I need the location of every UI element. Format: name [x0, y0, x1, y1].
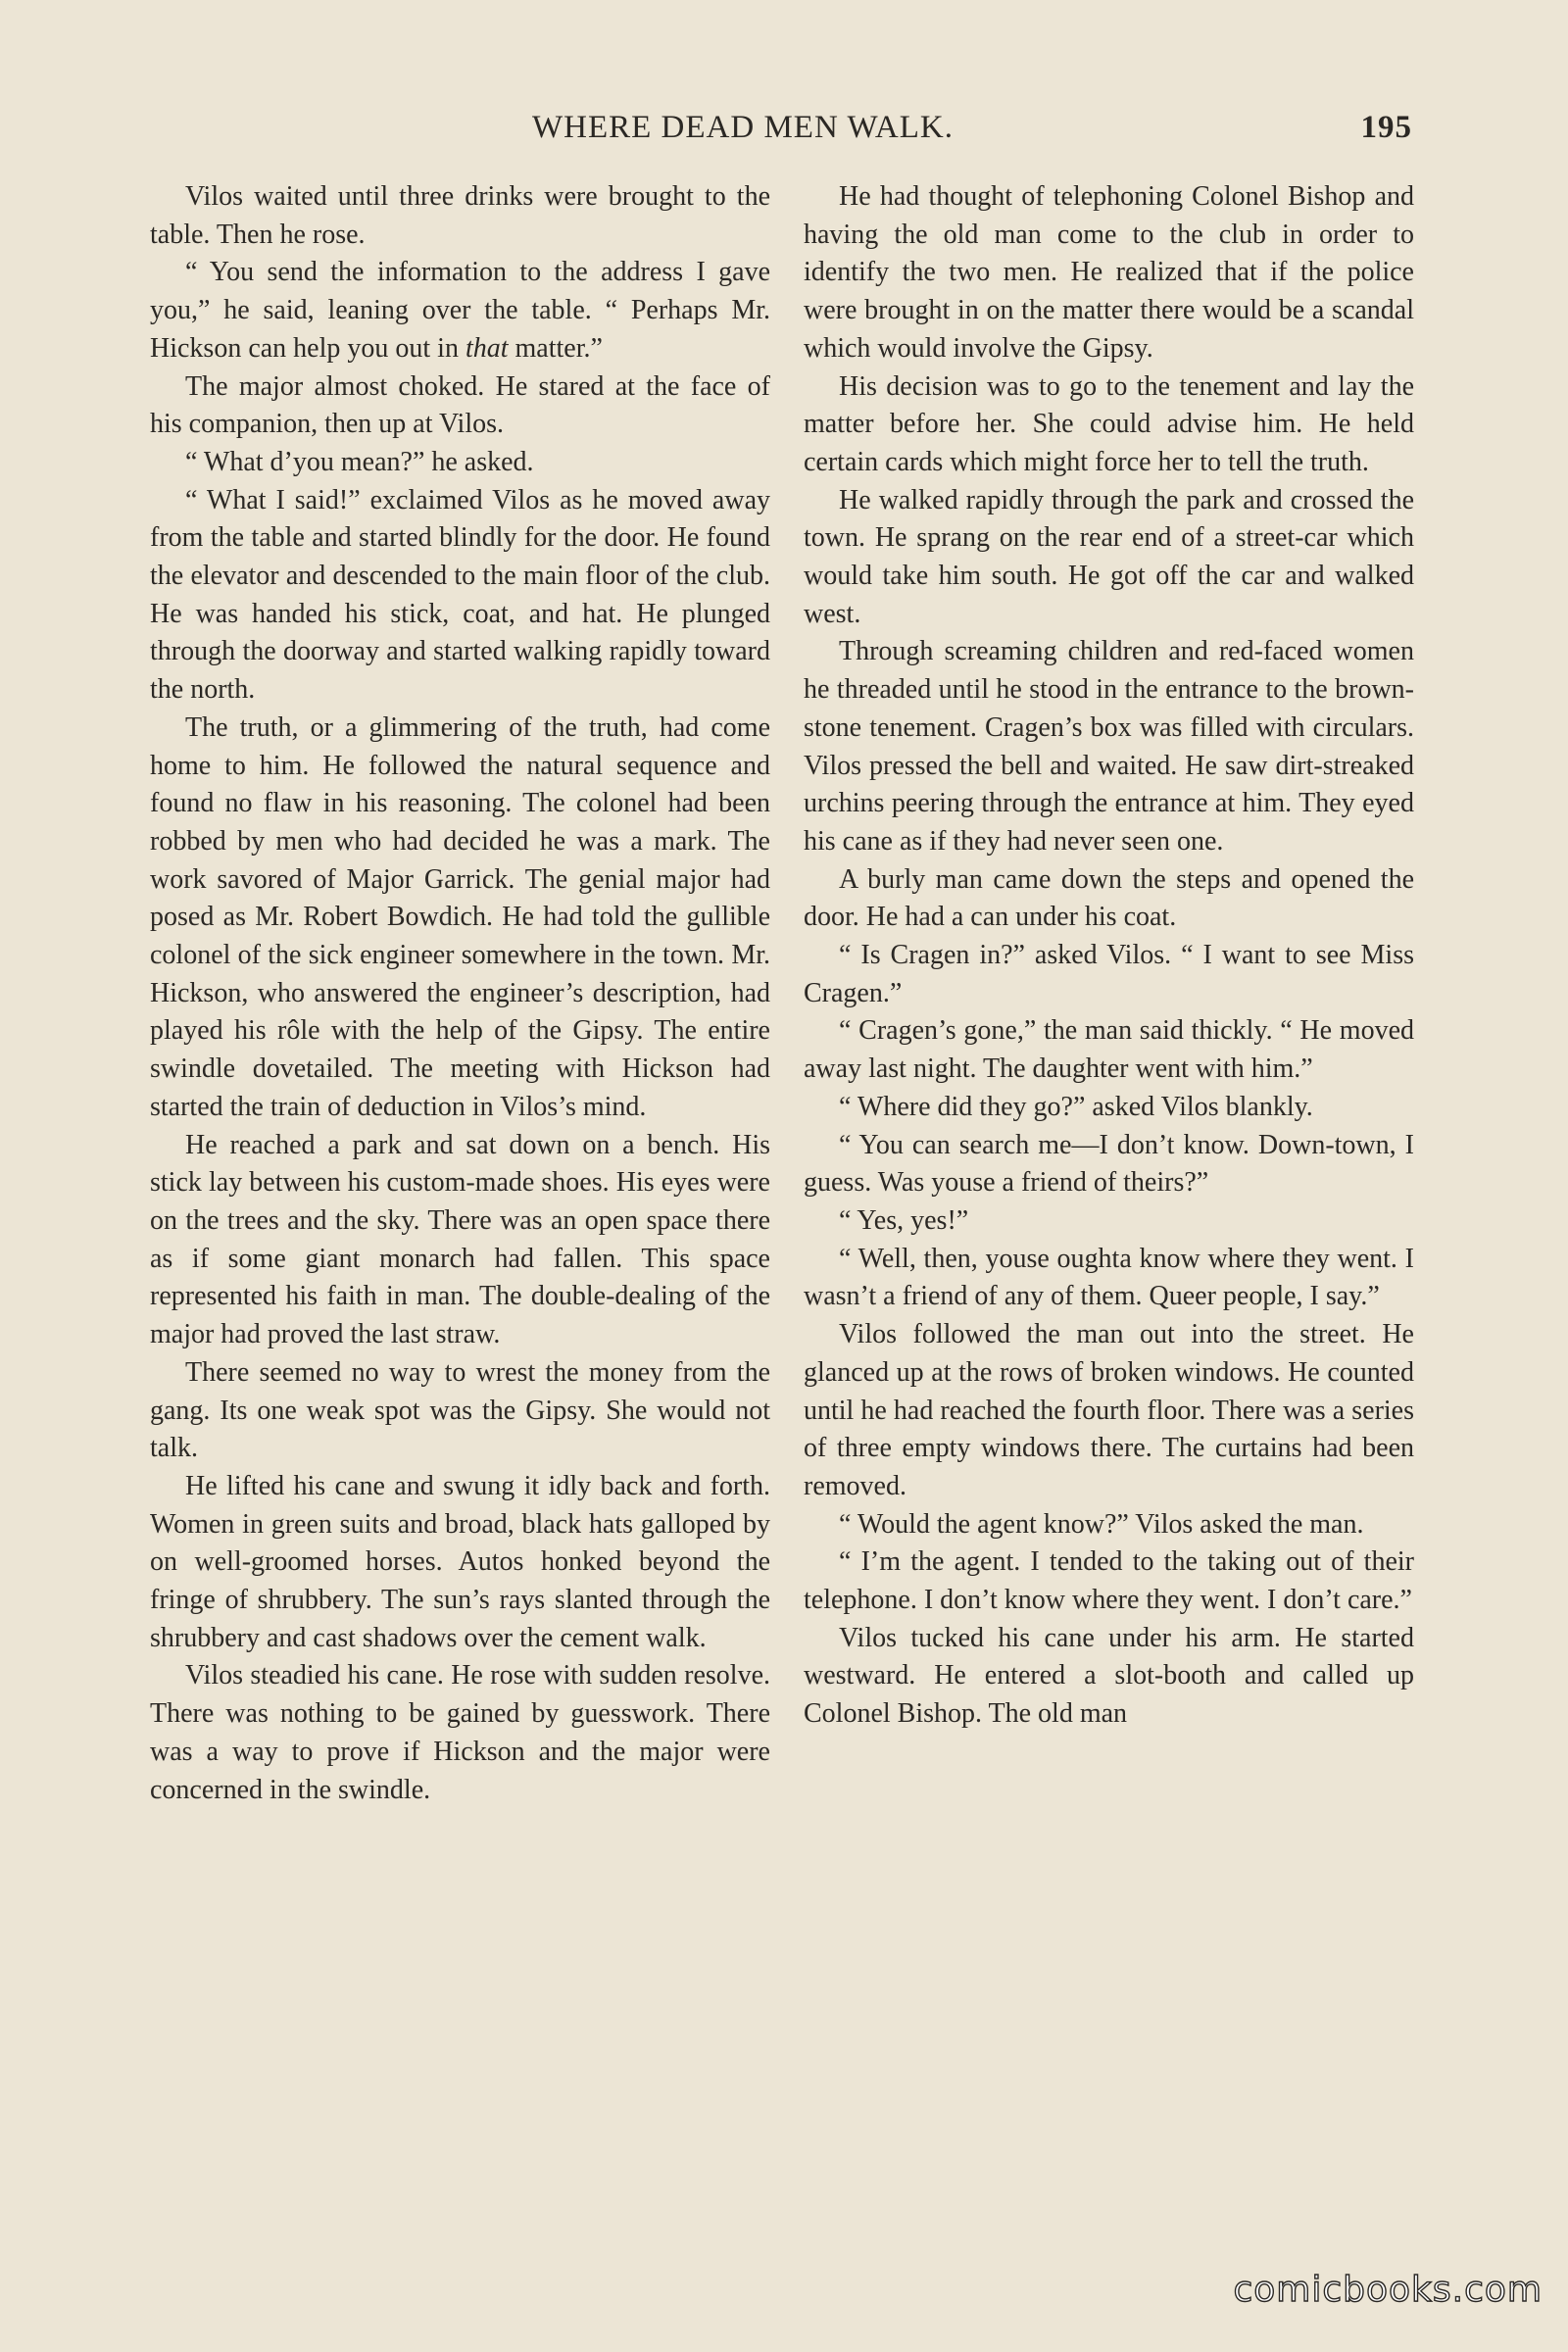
site-watermark: comicbooks.com: [1233, 2270, 1543, 2310]
paragraph: “ What I said!” exclaimed Vilos as he moved away from the table and started blindly for the door. He found the elevator and descended to the main floor of the club. He was handed his stick, coat, and hat. He plunged through the doorway and started walking rapidly toward the north.: [150, 484, 770, 706]
paragraph: “ I’m the agent. I tended to the taking out of their telephone. I don’t know where they went. I don’t care.”: [804, 1546, 1414, 1616]
paragraph: “ Well, then, youse oughta know where they went. I wasn’t a friend of any of them. Queer people, I say.”: [804, 1243, 1414, 1312]
left-column: [150, 178, 770, 1809]
running-title: WHERE DEAD MEN WALK.: [532, 110, 955, 145]
paragraph: “ Would the agent know?” Vilos asked the man.: [839, 1508, 1364, 1540]
paragraph: “ Where did they go?” asked Vilos blankly.: [839, 1091, 1313, 1122]
paragraph: “ Yes, yes!”: [839, 1204, 969, 1236]
paragraph: A burly man came down the steps and opened the door. He had a can under his coat.: [804, 863, 1414, 933]
paragraph: There seemed no way to wrest the money from the gang. Its one weak spot was the Gipsy. She would not talk.: [150, 1356, 770, 1464]
paragraph: The major almost choked. He stared at the face of his companion, then up at Vilos.: [150, 370, 770, 440]
running-header: [150, 106, 1414, 149]
paragraph: He walked rapidly through the park and crossed the town. He sprang on the rear end of a street-car which would take him south. He got off the car and walked west.: [804, 484, 1414, 629]
paragraph: The truth, or a glimmering of the truth, had come home to him. He followed the natural sequence and found no flaw in his reasoning. The colonel had been robbed by men who had decided he was a mark. The work savored of Major Garrick. The genial major had posed as Mr. Robert Bowdich. He had told the gullible colonel of the sick engineer somewhere in the town. Mr. Hickson, who answered the engineer’s description, had played his rôle with the help of the Gipsy. The entire swindle dovetailed. The meeting with Hickson had started the train of deduction in Vilos’s mind.: [150, 711, 770, 1122]
paragraph: “ Is Cragen in?” asked Vilos. “ I want to see Miss Cragen.”: [804, 940, 1414, 1008]
paragraph: “ What d’you mean?” he asked.: [185, 446, 534, 477]
paragraph: Vilos tucked his cane under his arm. He started westward. He entered a slot-booth and called up Colonel Bishop. The old man: [804, 1622, 1414, 1730]
paragraph: Vilos followed the man out into the street. He glanced up at the rows of broken windows. He counted until he had reached the fourth floor. There was a series of three empty windows there. The curtains had been removed.: [804, 1319, 1414, 1501]
page-number: 195: [1360, 110, 1412, 145]
paragraph: “ You can search me—I don’t know. Down-town, I guess. Was youse a friend of theirs?”: [804, 1129, 1414, 1199]
paragraph: His decision was to go to the tenement and lay the matter before her. She could advise him. He held certain cards which might force her to tell the truth.: [804, 370, 1414, 477]
paragraph: He reached a park and sat down on a bench. His stick lay between his custom-made shoes. His eyes were on the trees and the sky. There was an open space there as if some giant monarch had fallen. This space represented his faith in man. The double-dealing of the major had proved the last straw.: [150, 1129, 770, 1350]
paragraph: “ Cragen’s gone,” the man said thickly. “ He moved away last night. The daughter went with him.”: [804, 1015, 1414, 1085]
emphasis: that: [465, 332, 509, 364]
paragraph: Through screaming children and red-faced women he threaded until he stood in the entrance to the brown-stone tenement. Cragen’s box was filled with circulars. Vilos pressed the bell and waited. He saw dirt-streaked urchins peering through the entrance at him. They eyed his cane as if they had never seen one.: [804, 636, 1414, 857]
paragraph: He had thought of telephoning Colonel Bishop and having the old man come to the club in order to identify the two men. He realized that if the police were brought in on the matter there would be a scandal which would involve the Gipsy.: [804, 181, 1414, 364]
paragraph: Vilos steadied his cane. He rose with sudden resolve. There was nothing to be gained by guesswork. There was a way to prove if Hickson and the major were concerned in the swindle.: [150, 1660, 770, 1805]
right-column: [804, 178, 1414, 1734]
paragraph: Vilos waited until three drinks were brought to the table. Then he rose.: [150, 181, 770, 250]
paragraph: “ You send the information to the address I gave you,” he said, leaning over the table. “ Perhaps Mr. Hickson can help you out in that matter.”: [150, 257, 770, 364]
paragraph: He lifted his cane and swung it idly back and forth. Women in green suits and broad, black hats galloped by on well-groomed horses. Autos honked beyond the fringe of shrubbery. The sun’s rays slanted through the shrubbery and cast shadows over the cement walk.: [150, 1470, 770, 1653]
